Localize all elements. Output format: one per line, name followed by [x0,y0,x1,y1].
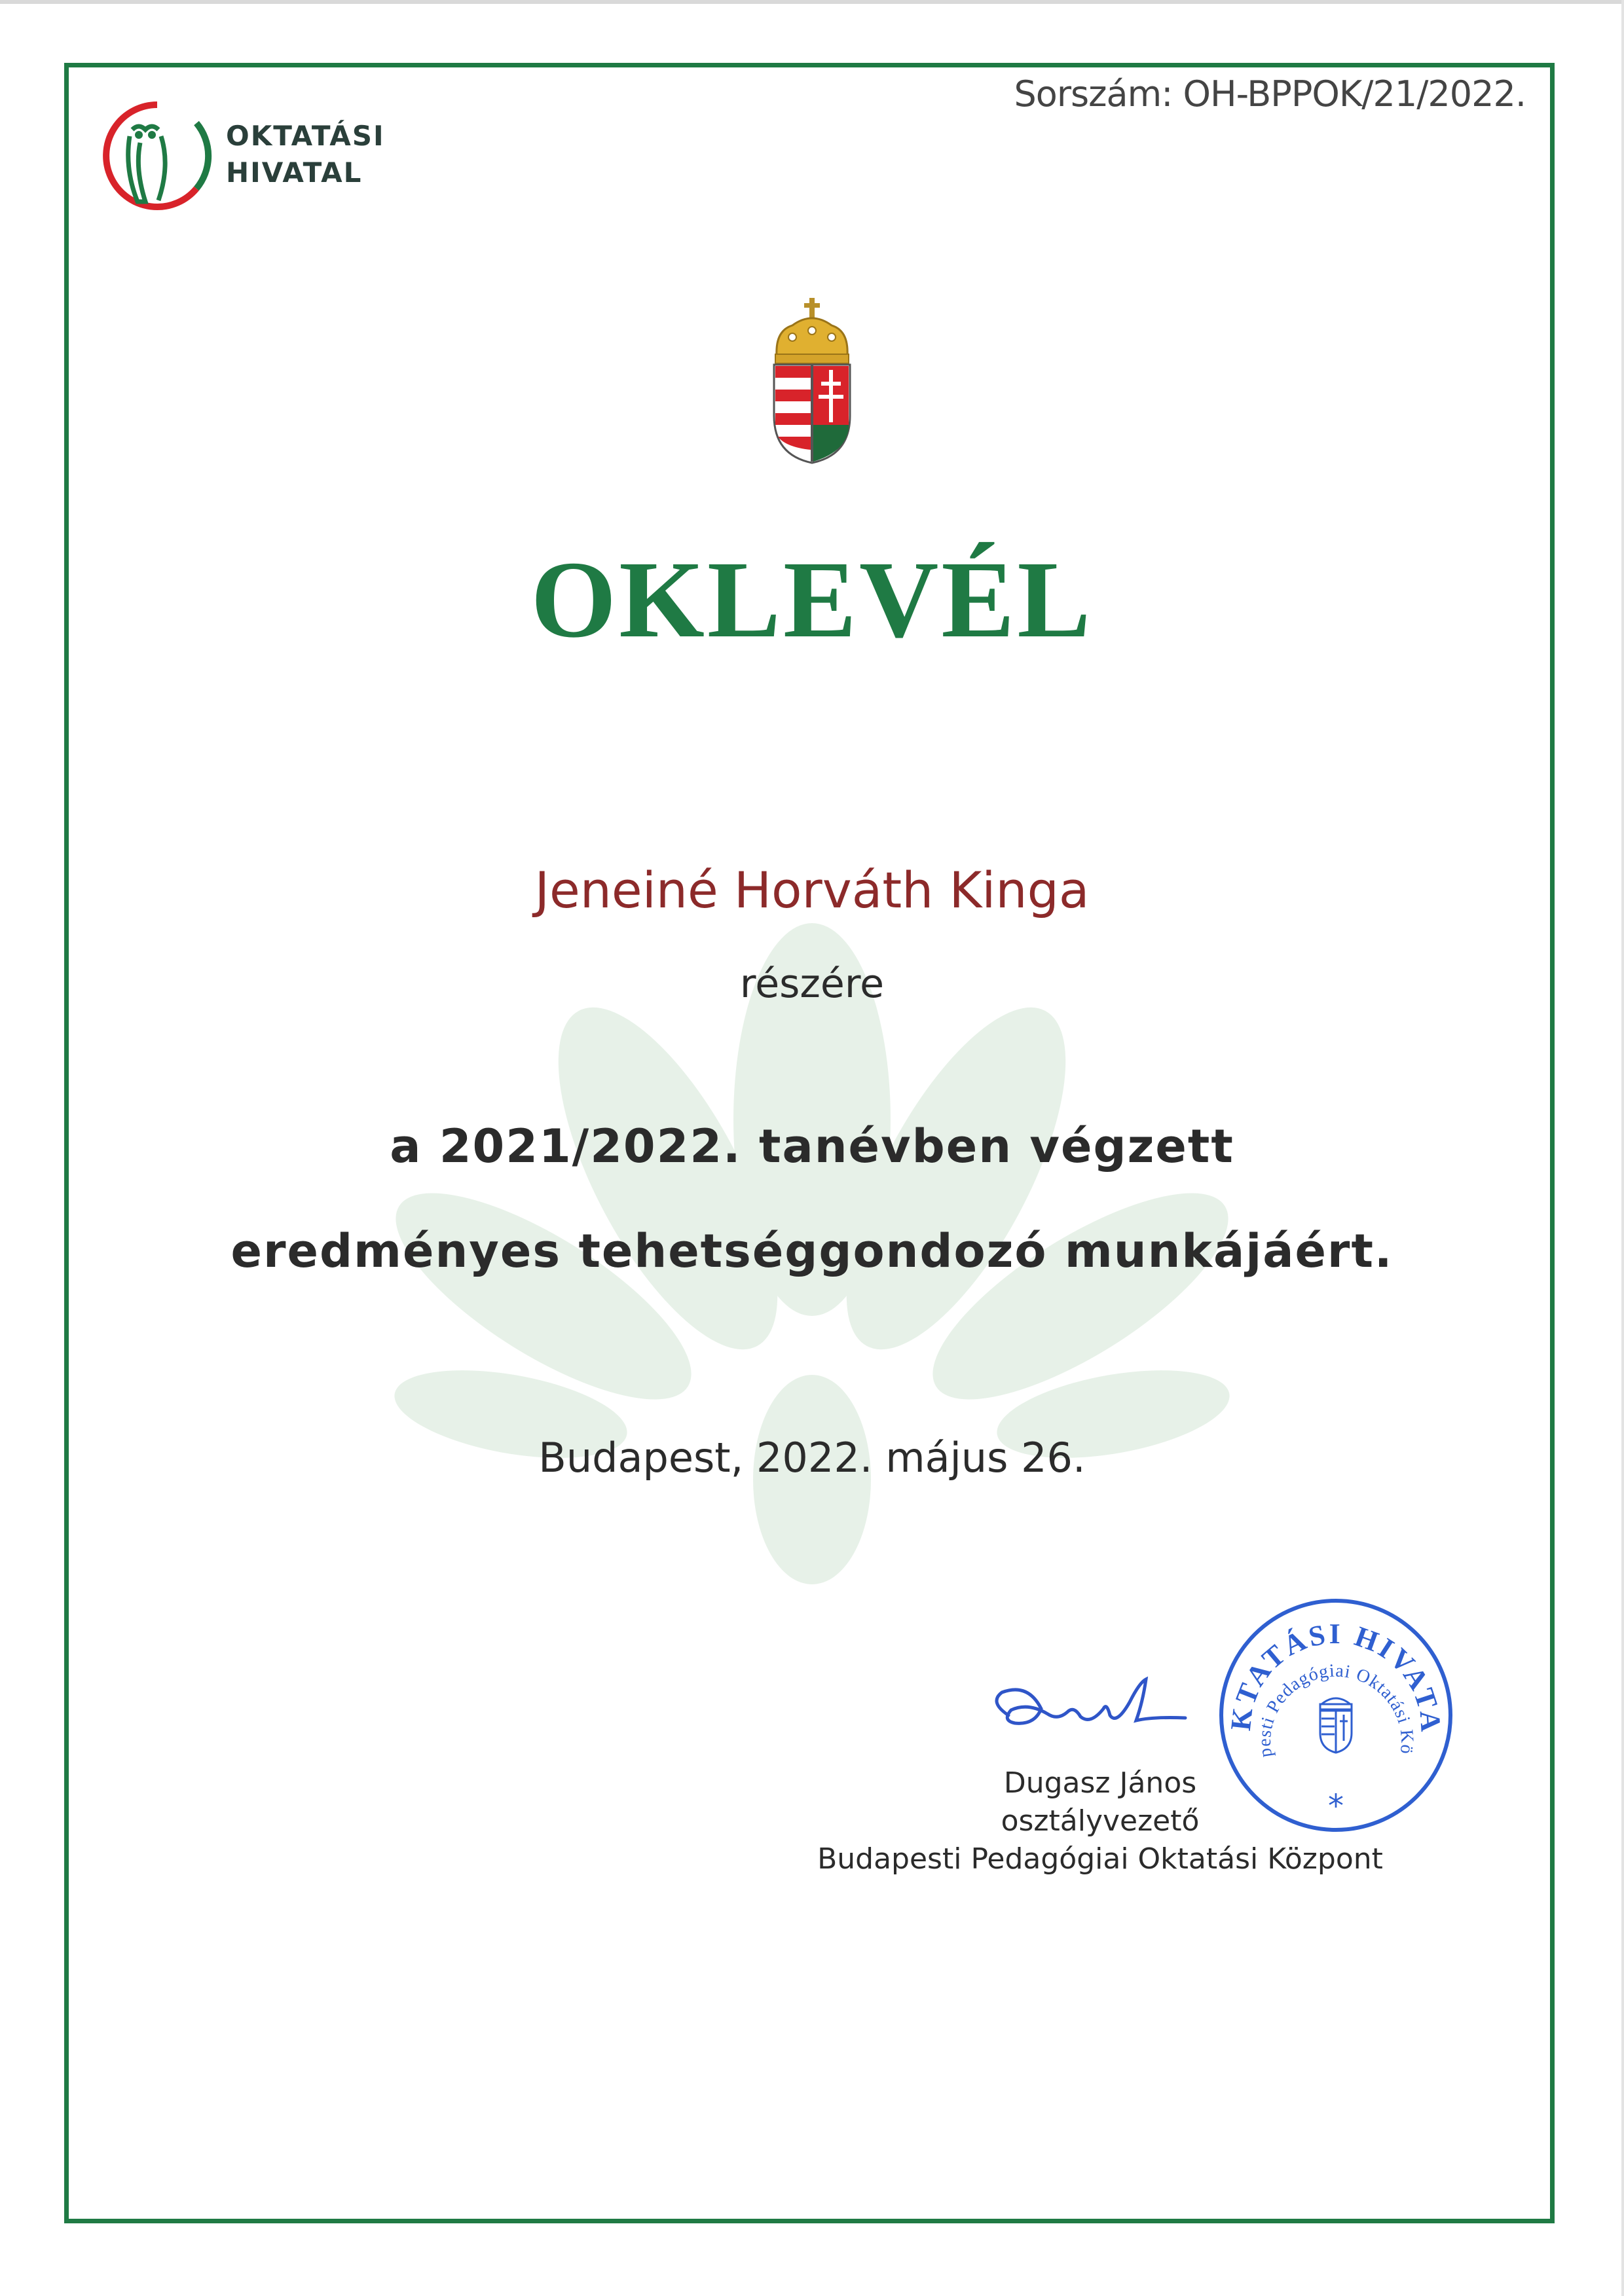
oktatasi-hivatal-logo [98,97,406,221]
logo-text [226,118,385,191]
handwritten-signature [982,1663,1205,1748]
place-and-date: Budapest, 2022. május 26. [538,1434,1086,1482]
scan-edge-top [0,0,1624,4]
stamp-symbol: * [1328,1788,1344,1825]
logo-line2: HIVATAL [226,156,363,189]
recipient-name: Jeneiné Horváth Kinga [534,861,1090,919]
signatory-organization: Budapesti Pedagógiai Oktatási Központ [817,1842,1383,1876]
stamp-outer-text: KTATÁSI HIVATA [1224,1617,1447,1736]
owl-logo-icon [98,97,216,215]
reason-line-1: a 2021/2022. tanévben végzett [390,1120,1234,1173]
reason-line-2: eredményes tehetséggondozó munkájáért. [231,1224,1393,1278]
logo-line1: OKTATÁSI [226,120,385,152]
serial-number: Sorszám: OH-BPPOK/21/2022. [1014,73,1526,115]
signatory-block [773,1764,1428,1878]
stamp-inner-text: pesti Pedagógiai Oktatási Kö [1254,1660,1418,1759]
certificate-title: OKLEVÉL [530,539,1094,661]
hungarian-coat-of-arms-icon [766,298,858,468]
for-label: részére [739,961,885,1007]
signatory-position: osztályvezető [1001,1804,1200,1838]
signatory-name: Dugasz János [1003,1766,1197,1800]
